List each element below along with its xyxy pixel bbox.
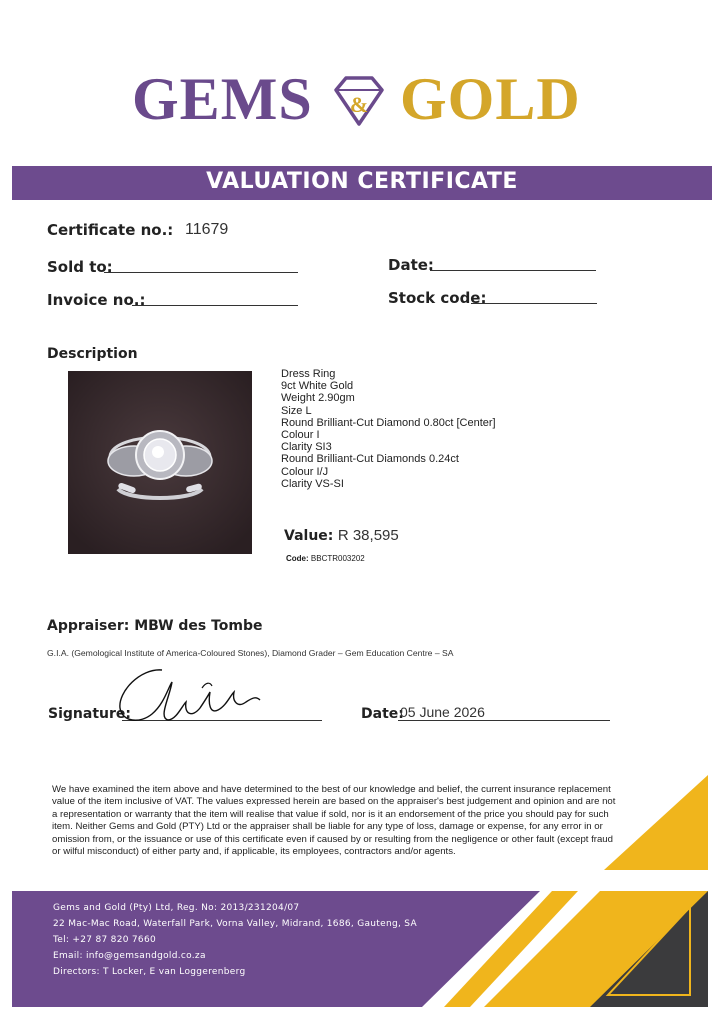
logo-amp-text: &	[349, 92, 369, 117]
appraiser-credentials: G.I.A. (Gemological Institute of America-Coloured Stones), Diamond Grader – Gem Education Centre – SA	[47, 648, 454, 658]
logo-gold-text: GOLD	[400, 66, 581, 132]
description-line: Round Brilliant-Cut Diamonds 0.24ct	[281, 453, 459, 466]
title-banner	[12, 166, 712, 200]
item-code	[286, 554, 365, 563]
description-heading: Description	[47, 346, 138, 362]
signature-date-value: 05 June 2026	[400, 704, 485, 720]
description-line: Size L	[281, 404, 312, 417]
signature-label: Signature:	[48, 706, 131, 722]
footer-phone: Tel: +27 87 820 7660	[53, 935, 157, 945]
description-line: Clarity SI3	[281, 441, 332, 454]
signature-date-label: Date:	[361, 706, 404, 722]
disclaimer-text: We have examined the item above and have determined to the best of our knowledge and belief, the current insurance replacement value of the item inclusive of VAT. The values expressed herein are based on the appraiser's best judgement and opinion and are not a representation or warranty that the item will realise that value if sold, nor is it an endorsement of the price you should pay for such item. Neither Gems and Gold (PTY) Ltd or the appraiser shall be liable for any type of loss, damage or expense, for any error in or omission from, or the issuance or use of this certificate even if caused by or resulting from the negligence or other fault (except fraud or wilful misconduct) of either party and, if applicable, its employees, contractors and/or agents.	[52, 784, 616, 858]
description-line: Clarity VS-SI	[281, 477, 344, 490]
stock-code-line	[471, 303, 597, 304]
brand-logo	[0, 62, 724, 142]
sold-to-line	[104, 272, 298, 273]
description-line: Weight 2.90gm	[281, 392, 355, 405]
value-label: Value:	[284, 528, 334, 544]
description-line: Round Brilliant-Cut Diamond 0.80ct [Center]	[281, 416, 496, 429]
description-line: Colour I	[281, 429, 320, 442]
certificate-number-label: Certificate no.:	[47, 221, 174, 239]
item-code-label: Code:	[286, 554, 309, 563]
description-line: Colour I/J	[281, 465, 329, 478]
footer-email: Email: info@gemsandgold.co.za	[53, 951, 206, 961]
description-line: 9ct White Gold	[281, 380, 354, 393]
footer-company: Gems and Gold (Pty) Ltd, Reg. No: 2013/231204/07	[53, 903, 300, 913]
footer-directors: Directors: T Locker, E van Loggerenberg	[53, 967, 246, 977]
description-list	[281, 368, 496, 490]
item-code-value: BBCTR003202	[310, 554, 365, 563]
stock-code-label: Stock code:	[388, 289, 487, 307]
sold-to-label: Sold to:	[47, 258, 113, 276]
ring-photo	[68, 371, 252, 554]
value-row	[284, 527, 399, 545]
certificate-title: VALUATION CERTIFICATE	[206, 169, 518, 194]
footer-address: 22 Mac-Mac Road, Waterfall Park, Vorna Valley, Midrand, 1686, Gauteng, SA	[53, 919, 417, 929]
date-label: Date:	[388, 256, 434, 274]
certificate-number-value: 11679	[185, 221, 229, 238]
logo-gems-text: GEMS	[132, 66, 313, 132]
date-line	[430, 270, 596, 271]
invoice-number-line	[132, 305, 298, 306]
signature-drawing	[110, 662, 280, 732]
signature-date-line	[398, 720, 610, 721]
invoice-number-label: Invoice no.:	[47, 291, 146, 309]
appraiser-heading: Appraiser: MBW des Tombe	[47, 618, 263, 634]
description-line: Dress Ring	[281, 368, 336, 380]
value-amount: R 38,595	[337, 527, 399, 544]
diamond-icon	[330, 72, 388, 130]
